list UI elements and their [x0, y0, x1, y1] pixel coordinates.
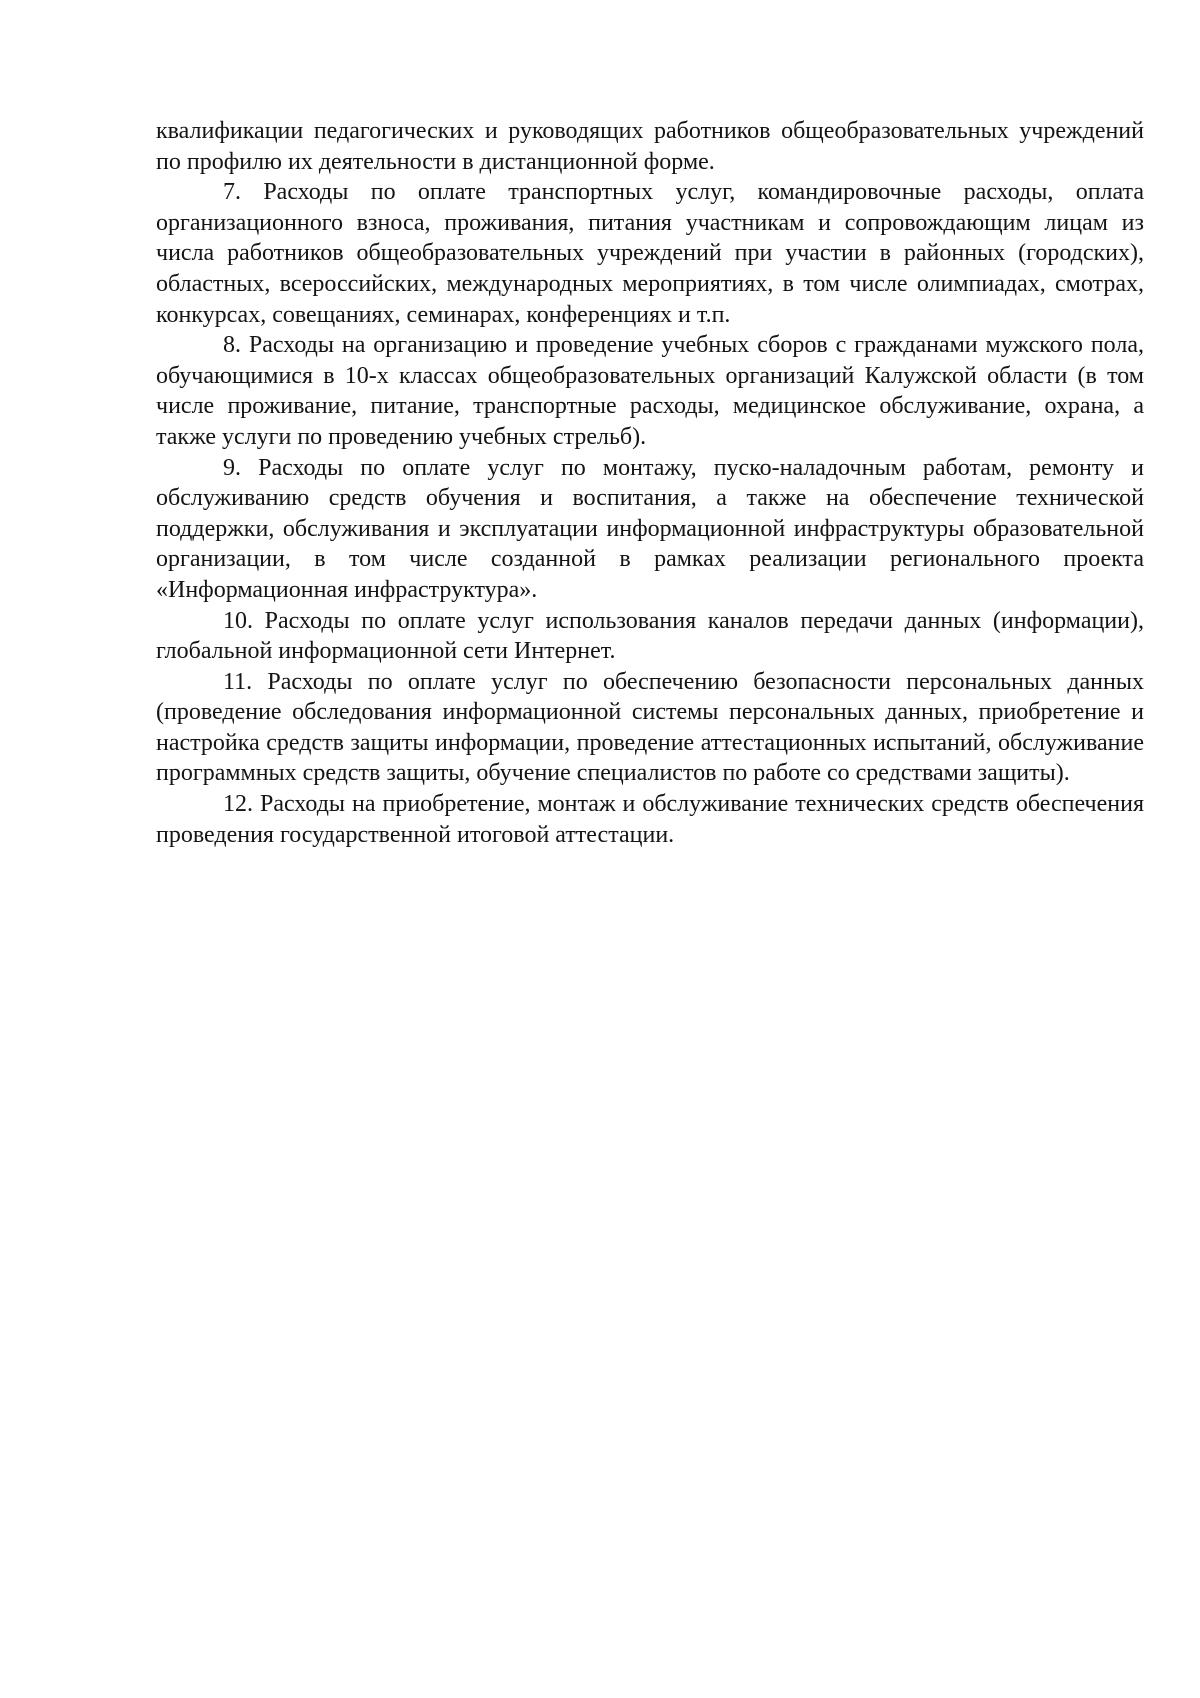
paragraph-item-10: 10. Расходы по оплате услуг использования каналов передачи данных (информации), глобальной информационной сети Интернет. — [156, 607, 1144, 665]
paragraph-item-9: 9. Расходы по оплате услуг по монтажу, пуско-наладочным работам, ремонту и обслуживанию средств обучения и воспитания, а также на обеспечение технической поддержки, обслуживания и эксплуатации информационной инфраструктуры образовательной организации, в том числе созданной в рамках реализации регионального проекта «Информационная инфраструктура». — [156, 454, 1144, 603]
paragraph-continuation: квалификации педагогических и руководящих работников общеобразовательных учреждений по профилю их деятельности в дистанционной форме. — [156, 118, 1144, 175]
paragraph-item-11: 11. Расходы по оплате услуг по обеспечению безопасности персональных данных (проведение обследования информационной системы персональных данных, приобретение и настройка средств защиты информации, проведение аттестационных испытаний, обслуживание программных средств защиты, обучение специалистов по работе со средствами защиты). — [156, 668, 1144, 787]
paragraph-item-7: 7. Расходы по оплате транспортных услуг, командировочные расходы, оплата организационного взноса, проживания, питания участникам и сопровождающим лицам из числа работников общеобразовательных учреждений при участии в районных (городских), областных, всероссийских, международных мероприятиях, в том числе олимпиадах, смотрах, конкурсах, совещаниях, семинарах, конференциях и т.п. — [156, 179, 1144, 328]
paragraph-item-12: 12. Расходы на приобретение, монтаж и обслуживание технических средств обеспечения проведения государственной итоговой аттестации. — [156, 791, 1144, 848]
document-body — [156, 116, 1144, 850]
paragraph-item-8: 8. Расходы на организацию и проведение учебных сборов с гражданами мужского пола, обучающимися в 10-х классах общеобразовательных организаций Калужской области (в том числе проживание, питание, транспортные расходы, медицинское обслуживание, охрана, а также услуги по проведению учебных стрельб). — [156, 332, 1144, 450]
